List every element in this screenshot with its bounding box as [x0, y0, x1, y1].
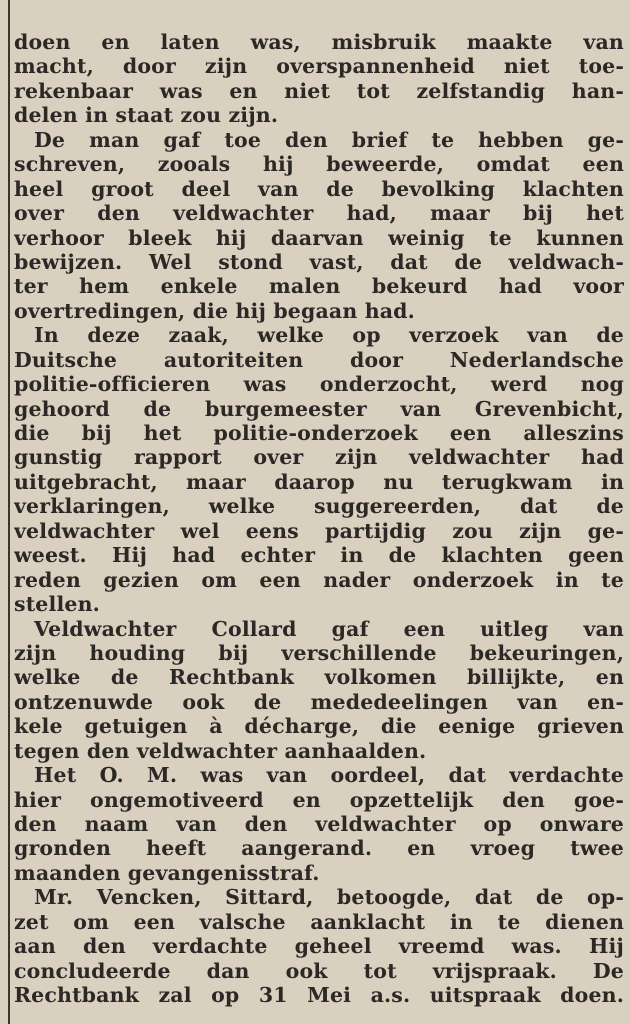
column-rule: [8, 0, 10, 1024]
text-line: verhoor bleek hij daarvan weinig te kunnen: [14, 225, 624, 250]
text-line: welke de Rechtbank volkomen billijkte, en: [14, 665, 624, 690]
text-line: doen en laten was, misbruik maakte van: [14, 30, 624, 54]
text-line: weest. Hij had echter in de klachten geen: [14, 543, 624, 568]
text-line: gehoord de burgemeester van Grevenbicht,: [14, 396, 624, 421]
text-line: schreven, zooals hij beweerde, omdat een: [14, 152, 624, 177]
text-line: gunstig rapport over zijn veldwachter had: [14, 445, 624, 470]
text-line: overtredingen, die hij begaan had.: [14, 298, 415, 323]
text-line: veldwachter wel eens partijdig zou zijn ge-: [14, 518, 624, 543]
text-line: uitgebracht, maar daarop nu terugkwam in: [14, 469, 624, 494]
text-line: gronden heeft aangerand. en vroeg twee: [14, 836, 624, 861]
text-line: macht, door zijn overspannenheid niet toe-: [14, 54, 624, 79]
text-line: over den veldwachter had, maar bij het: [14, 201, 624, 226]
text-line: kele getuigen à décharge, die eenige grieven: [14, 714, 624, 739]
text-line: De man gaf toe den brief te hebben ge-: [34, 127, 624, 152]
text-line: politie-officieren was onderzocht, werd nog: [14, 372, 624, 397]
text-line: delen in staat zou zijn.: [14, 103, 279, 128]
text-line: heel groot deel van de bevolking klachten: [14, 176, 624, 201]
article-column: [14, 30, 624, 1008]
text-line: Rechtbank zal op 31 Mei a.s. uitspraak doen.: [14, 983, 624, 1008]
text-line: Duitsche autoriteiten door Nederlandsche: [14, 347, 624, 372]
text-line: verklaringen, welke suggereerden, dat de: [14, 494, 624, 519]
text-line: Veldwachter Collard gaf een uitleg van: [34, 616, 624, 641]
text-line: concludeerde dan ook tot vrijspraak. De: [14, 958, 624, 983]
text-line: In deze zaak, welke op verzoek van de: [34, 323, 624, 348]
text-line: rekenbaar was en niet tot zelfstandig han-: [14, 78, 624, 103]
text-line: maanden gevangenisstraf.: [14, 860, 320, 885]
text-line: tegen den veldwachter aanhaalden.: [14, 738, 427, 763]
text-line: reden gezien om een nader onderzoek in te: [14, 567, 624, 592]
text-line: die bij het politie-onderzoek een alleszins: [14, 421, 624, 445]
text-line: ontzenuwde ook de mededeelingen van en-: [14, 689, 624, 714]
text-line: zijn houding bij verschillende bekeuringen,: [14, 640, 624, 665]
text-line: hier ongemotiveerd en opzettelijk den goe-: [14, 787, 624, 812]
text-line: Mr. Vencken, Sittard, betoogde, dat de op-: [34, 885, 624, 910]
text-line: bewijzen. Wel stond vast, dat de veldwach-: [14, 249, 624, 274]
text-line: den naam van den veldwachter op onware: [14, 812, 624, 836]
text-line: Het O. M. was van oordeel, dat verdachte: [34, 763, 624, 788]
text-line: ter hem enkele malen bekeurd had voor: [14, 274, 624, 299]
text-line: stellen.: [14, 592, 100, 617]
text-line: aan den verdachte geheel vreemd was. Hij: [14, 934, 624, 959]
text-line: zet om een valsche aanklacht in te dienen: [14, 909, 624, 934]
